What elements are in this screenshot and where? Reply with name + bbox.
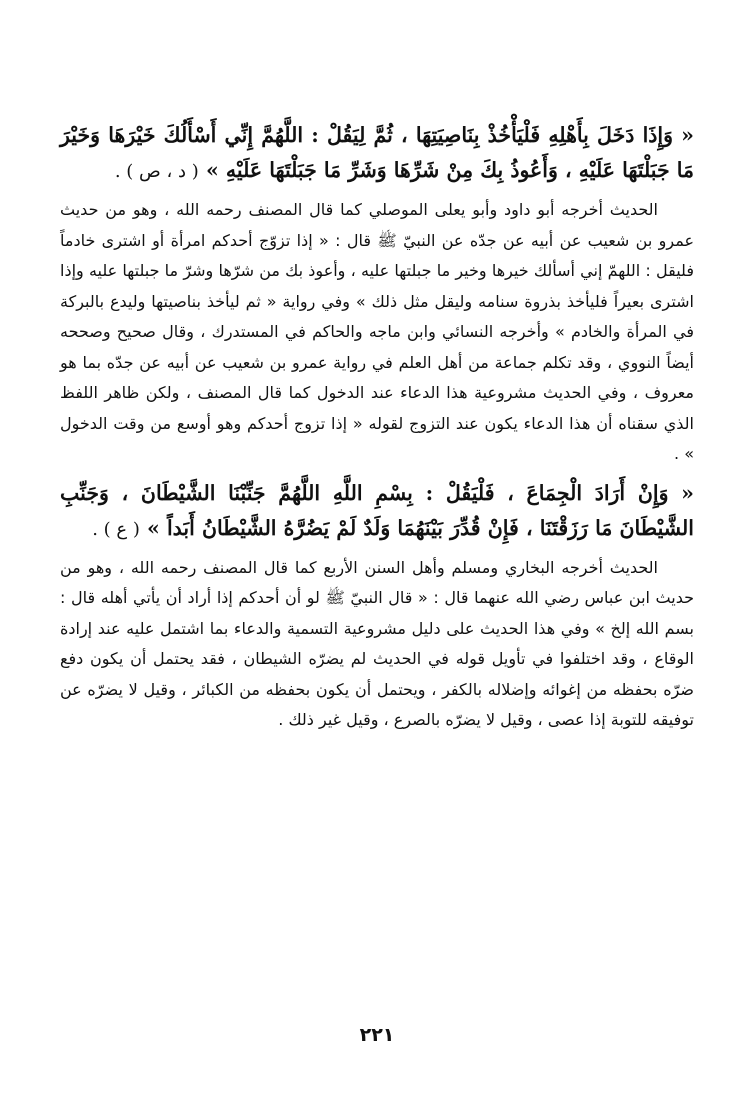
commentary-paragraph-1: الحديث أخرجه أبو داود وأبو يعلى الموصلي كما قال المصنف رحمه الله ، وهو من حديث عمرو بن شعيب عن أبيه عن جدّه عن النبيّ ﷺ قال : « إذا تزوّج أحدكم امرأة أو اشترى خادماً فليقل : اللهمّ إني أسألك خيرها وخير ما جبلتها عليه ، وأعوذ بك من شرّها وشرّ ما جبلتها عليه وإذا اشترى بعيراً فليأخذ بذروة سنامه وليقل مثل ذلك » وفي رواية « ثم ليأخذ بناصيتها وليدع بالبركة في المرأة والخادم » وأخرجه النسائي وابن ماجه والحاكم في المستدرك ، وقال صحيح وصححه أيضاً النووي ، وقد تكلم جماعة من أهل العلم في رواية عمرو بن شعيب عن أبيه عن جدّه بما هو معروف ، وفي الحديث مشروعية هذا الدعاء عند الدخول كما قال المصنف ، ولكن ظاهر اللفظ الذي سقناه أن هذا الدعاء يكون عند التزوج لقوله « إذا تزوج أحدكم وهو أوسع من وقت الدخول » . [60,200,694,463]
hadith-2-source-ref: ( ع ) . [92,518,140,540]
hadith-1-matn: « وَإِذَا دَخَلَ بِأَهْلِهِ فَلْيَأْخُذْ بِنَاصِيَتِهَا ، ثُمَّ لِيَقُلْ : اللَّهُمَّ إِنِّي أَسْأَلُكَ خَيْرَهَا وَخَيْرَ مَا جَبَلْتَهَا عَلَيْهِ ، وَأَعُوذُ بِكَ مِنْ شَرِّهَا وَشَرِّ مَا جَبَلْتَهَا عَلَيْهِ » [60,123,694,182]
hadith-text-1 [60,118,694,189]
page-body [60,118,694,742]
hadith-2-matn: « وَإِنْ أَرَادَ الْجِمَاعَ ، فَلْيَقُلْ : بِسْمِ اللَّهِ اللَّهُمَّ جَنِّبْنَا الشَّيْطَانَ ، وَجَنِّبِ الشَّيْطَانَ مَا رَزَقْتَنَا ، فَإِنْ قُدِّرَ بَيْنَهُمَا وَلَدٌ لَمْ يَضُرَّهُ الشَّيْطَانُ أَبَداً » [60,480,694,540]
page-number: ٢٢١ [359,1024,395,1046]
hadith-1-source-ref: ( د ، ص ) . [114,161,199,182]
hadith-text-2 [60,476,694,547]
commentary-paragraph-2: الحديث أخرجه البخاري ومسلم وأهل السنن الأربع كما قال المصنف رحمه الله ، وهو من حديث ابن عباس رضي الله عنهما قال : « قال النبيّ ﷺ لو أن أحدكم إذا أراد أن يأتي أهله قال : بسم الله إلخ » وفي هذا الحديث على دليل مشروعية التسمية والدعاء بما اشتمل عليه عند إرادة الوقاع ، وقد اختلفوا في تأويل قوله في الحديث لم يضرّه الشيطان ، فقد يحتمل أن يكون دفع ضرّه بحفظه من إغوائه وإضلاله بالكفر ، ويحتمل أن يكون بحفظه من الكبائر ، وقيل لا يضرّه عن توفيقه للتوبة إذا عصى ، وقيل لا يضرّه بالصرع ، وقيل غير ذلك . [60,557,694,729]
